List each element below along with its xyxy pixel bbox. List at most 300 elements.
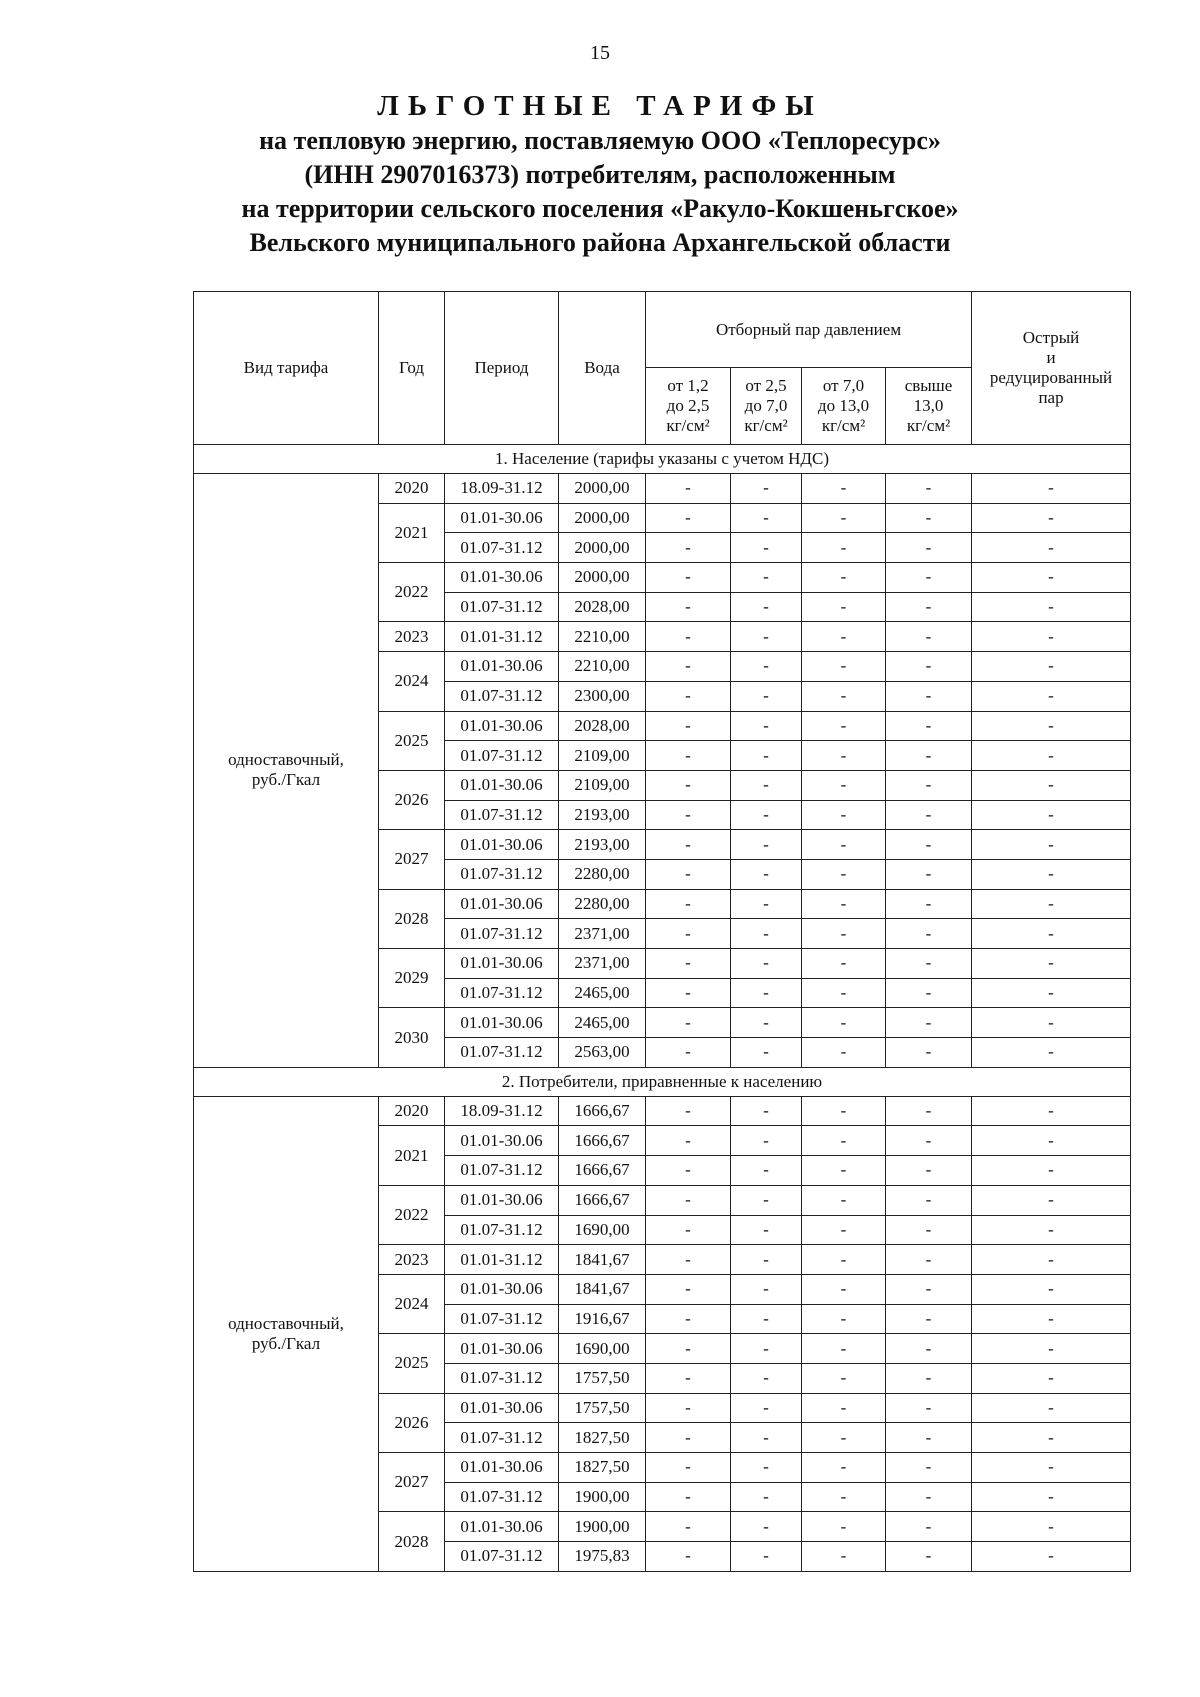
empty-value-cell: - xyxy=(731,1156,802,1186)
period-cell: 01.07-31.12 xyxy=(445,800,559,830)
empty-value-cell: - xyxy=(802,770,886,800)
empty-value-cell: - xyxy=(646,859,731,889)
water-cell: 2371,00 xyxy=(559,919,646,949)
period-cell: 01.07-31.12 xyxy=(445,681,559,711)
tariff-table xyxy=(193,291,1131,1572)
empty-value-cell: - xyxy=(731,800,802,830)
empty-value-cell: - xyxy=(646,1512,731,1542)
period-cell: 01.07-31.12 xyxy=(445,1482,559,1512)
empty-value-cell: - xyxy=(731,1038,802,1068)
empty-value-cell: - xyxy=(802,1245,886,1275)
period-cell: 01.01-30.06 xyxy=(445,770,559,800)
year-cell: 2026 xyxy=(379,770,445,829)
empty-value-cell: - xyxy=(802,533,886,563)
empty-value-cell: - xyxy=(802,889,886,919)
empty-value-cell: - xyxy=(886,1423,972,1453)
empty-value-cell: - xyxy=(646,1363,731,1393)
empty-value-cell: - xyxy=(802,800,886,830)
empty-value-cell: - xyxy=(646,474,731,504)
empty-value-cell: - xyxy=(731,770,802,800)
document-title xyxy=(0,88,1200,260)
title-line: на территории сельского поселения «Ракуло-Кокшеньгское» xyxy=(241,194,959,223)
water-cell: 2465,00 xyxy=(559,978,646,1008)
empty-value-cell: - xyxy=(731,1215,802,1245)
empty-value-cell: - xyxy=(646,533,731,563)
period-cell: 01.07-31.12 xyxy=(445,859,559,889)
water-cell: 1916,67 xyxy=(559,1304,646,1334)
empty-value-cell: - xyxy=(731,1512,802,1542)
header-steam-range: от 1,2 до 2,5 кг/см² xyxy=(646,368,731,445)
header-steam-range: от 2,5 до 7,0 кг/см² xyxy=(731,368,802,445)
year-cell: 2021 xyxy=(379,503,445,562)
header-year: Год xyxy=(379,292,445,445)
year-cell: 2023 xyxy=(379,622,445,652)
empty-value-cell: - xyxy=(972,1393,1131,1423)
empty-value-cell: - xyxy=(886,1482,972,1512)
empty-value-cell: - xyxy=(802,1512,886,1542)
year-cell: 2027 xyxy=(379,1453,445,1512)
period-cell: 01.01-30.06 xyxy=(445,1512,559,1542)
empty-value-cell: - xyxy=(646,1393,731,1423)
period-cell: 01.01-30.06 xyxy=(445,1185,559,1215)
year-cell: 2024 xyxy=(379,1274,445,1333)
empty-value-cell: - xyxy=(731,1096,802,1126)
empty-value-cell: - xyxy=(972,770,1131,800)
tariff-kind-line: руб./Гкал xyxy=(251,770,321,790)
empty-value-cell: - xyxy=(731,592,802,622)
empty-value-cell: - xyxy=(646,770,731,800)
period-cell: 01.01-30.06 xyxy=(445,1274,559,1304)
period-cell: 01.07-31.12 xyxy=(445,1215,559,1245)
empty-value-cell: - xyxy=(731,1423,802,1453)
empty-value-cell: - xyxy=(886,770,972,800)
tariff-kind-cell xyxy=(194,474,379,1068)
page-number: 15 xyxy=(590,42,610,64)
empty-value-cell: - xyxy=(886,1156,972,1186)
water-cell: 2109,00 xyxy=(559,770,646,800)
empty-value-cell: - xyxy=(972,949,1131,979)
empty-value-cell: - xyxy=(646,741,731,771)
empty-value-cell: - xyxy=(886,741,972,771)
year-cell: 2022 xyxy=(379,563,445,622)
empty-value-cell: - xyxy=(646,1453,731,1483)
empty-value-cell: - xyxy=(802,681,886,711)
tariff-kind-line: одноставочный, xyxy=(228,1313,344,1333)
empty-value-cell: - xyxy=(731,859,802,889)
year-cell: 2028 xyxy=(379,889,445,948)
period-cell: 01.07-31.12 xyxy=(445,1363,559,1393)
water-cell: 1900,00 xyxy=(559,1512,646,1542)
empty-value-cell: - xyxy=(972,1096,1131,1126)
empty-value-cell: - xyxy=(972,1156,1131,1186)
empty-value-cell: - xyxy=(731,919,802,949)
water-cell: 1690,00 xyxy=(559,1215,646,1245)
period-cell: 01.07-31.12 xyxy=(445,978,559,1008)
empty-value-cell: - xyxy=(886,681,972,711)
empty-value-cell: - xyxy=(972,1334,1131,1364)
empty-value-cell: - xyxy=(802,652,886,682)
empty-value-cell: - xyxy=(972,1126,1131,1156)
empty-value-cell: - xyxy=(731,563,802,593)
water-cell: 1757,50 xyxy=(559,1363,646,1393)
empty-value-cell: - xyxy=(886,1512,972,1542)
period-cell: 01.01-30.06 xyxy=(445,1393,559,1423)
empty-value-cell: - xyxy=(886,1245,972,1275)
empty-value-cell: - xyxy=(731,741,802,771)
header-steam-range: от 7,0 до 13,0 кг/см² xyxy=(802,368,886,445)
empty-value-cell: - xyxy=(802,1096,886,1126)
empty-value-cell: - xyxy=(646,1334,731,1364)
empty-value-cell: - xyxy=(646,652,731,682)
empty-value-cell: - xyxy=(731,978,802,1008)
header-steam-range: свыше 13,0 кг/см² xyxy=(886,368,972,445)
empty-value-cell: - xyxy=(646,563,731,593)
empty-value-cell: - xyxy=(972,1274,1131,1304)
water-cell: 2193,00 xyxy=(559,800,646,830)
empty-value-cell: - xyxy=(802,1156,886,1186)
year-cell: 2027 xyxy=(379,830,445,889)
empty-value-cell: - xyxy=(886,592,972,622)
empty-value-cell: - xyxy=(731,889,802,919)
water-cell: 2371,00 xyxy=(559,949,646,979)
empty-value-cell: - xyxy=(972,533,1131,563)
water-cell: 1690,00 xyxy=(559,1334,646,1364)
empty-value-cell: - xyxy=(886,859,972,889)
period-cell: 01.01-30.06 xyxy=(445,503,559,533)
empty-value-cell: - xyxy=(886,830,972,860)
empty-value-cell: - xyxy=(972,1215,1131,1245)
empty-value-cell: - xyxy=(972,681,1131,711)
water-cell: 1841,67 xyxy=(559,1245,646,1275)
header-water: Вода xyxy=(559,292,646,445)
empty-value-cell: - xyxy=(802,1126,886,1156)
empty-value-cell: - xyxy=(972,1453,1131,1483)
empty-value-cell: - xyxy=(731,1126,802,1156)
period-cell: 01.07-31.12 xyxy=(445,533,559,563)
empty-value-cell: - xyxy=(802,1393,886,1423)
empty-value-cell: - xyxy=(972,1363,1131,1393)
empty-value-cell: - xyxy=(802,1038,886,1068)
empty-value-cell: - xyxy=(886,1096,972,1126)
empty-value-cell: - xyxy=(972,1185,1131,1215)
empty-value-cell: - xyxy=(646,1185,731,1215)
empty-value-cell: - xyxy=(972,919,1131,949)
period-cell: 01.01-30.06 xyxy=(445,949,559,979)
empty-value-cell: - xyxy=(802,1274,886,1304)
water-cell: 2000,00 xyxy=(559,563,646,593)
empty-value-cell: - xyxy=(802,1185,886,1215)
year-cell: 2030 xyxy=(379,1008,445,1067)
empty-value-cell: - xyxy=(731,1482,802,1512)
header-selected-steam: Отборный пар давлением xyxy=(646,292,972,368)
empty-value-cell: - xyxy=(802,978,886,1008)
empty-value-cell: - xyxy=(972,503,1131,533)
empty-value-cell: - xyxy=(646,711,731,741)
water-cell: 2000,00 xyxy=(559,474,646,504)
tariff-kind-line: одноставочный, xyxy=(228,750,344,770)
tariff-kind-line: руб./Гкал xyxy=(251,1333,321,1353)
empty-value-cell: - xyxy=(972,1423,1131,1453)
water-cell: 2300,00 xyxy=(559,681,646,711)
empty-value-cell: - xyxy=(731,1453,802,1483)
empty-value-cell: - xyxy=(646,1096,731,1126)
empty-value-cell: - xyxy=(646,1245,731,1275)
period-cell: 01.01-30.06 xyxy=(445,563,559,593)
empty-value-cell: - xyxy=(802,711,886,741)
empty-value-cell: - xyxy=(972,652,1131,682)
empty-value-cell: - xyxy=(886,563,972,593)
period-cell: 01.01-30.06 xyxy=(445,1008,559,1038)
empty-value-cell: - xyxy=(802,474,886,504)
header-period: Период xyxy=(445,292,559,445)
period-cell: 01.01-30.06 xyxy=(445,830,559,860)
empty-value-cell: - xyxy=(802,1008,886,1038)
header-sharp-steam: Острый и редуцированный пар xyxy=(972,292,1131,445)
empty-value-cell: - xyxy=(646,978,731,1008)
empty-value-cell: - xyxy=(646,503,731,533)
header-kind: Вид тарифа xyxy=(194,292,379,445)
empty-value-cell: - xyxy=(731,533,802,563)
empty-value-cell: - xyxy=(802,592,886,622)
empty-value-cell: - xyxy=(731,1245,802,1275)
title-line: Вельского муниципального района Архангельской области xyxy=(249,228,951,257)
empty-value-cell: - xyxy=(731,652,802,682)
empty-value-cell: - xyxy=(646,592,731,622)
water-cell: 1900,00 xyxy=(559,1482,646,1512)
empty-value-cell: - xyxy=(802,1453,886,1483)
empty-value-cell: - xyxy=(886,1453,972,1483)
year-cell: 2023 xyxy=(379,1245,445,1275)
empty-value-cell: - xyxy=(646,1126,731,1156)
empty-value-cell: - xyxy=(972,1038,1131,1068)
period-cell: 01.01-30.06 xyxy=(445,1453,559,1483)
empty-value-cell: - xyxy=(802,919,886,949)
empty-value-cell: - xyxy=(972,1512,1131,1542)
period-cell: 01.01-31.12 xyxy=(445,1245,559,1275)
empty-value-cell: - xyxy=(886,919,972,949)
empty-value-cell: - xyxy=(731,681,802,711)
empty-value-cell: - xyxy=(731,1363,802,1393)
empty-value-cell: - xyxy=(731,1185,802,1215)
empty-value-cell: - xyxy=(646,1304,731,1334)
year-cell: 2020 xyxy=(379,1096,445,1126)
empty-value-cell: - xyxy=(731,1334,802,1364)
water-cell: 2193,00 xyxy=(559,830,646,860)
empty-value-cell: - xyxy=(802,1304,886,1334)
empty-value-cell: - xyxy=(886,533,972,563)
period-cell: 01.07-31.12 xyxy=(445,1542,559,1572)
period-cell: 01.07-31.12 xyxy=(445,1156,559,1186)
water-cell: 1827,50 xyxy=(559,1423,646,1453)
tariff-kind-cell xyxy=(194,1096,379,1571)
empty-value-cell: - xyxy=(646,919,731,949)
table-row xyxy=(194,474,1131,504)
water-cell: 2028,00 xyxy=(559,592,646,622)
empty-value-cell: - xyxy=(886,1393,972,1423)
empty-value-cell: - xyxy=(886,652,972,682)
empty-value-cell: - xyxy=(646,1156,731,1186)
empty-value-cell: - xyxy=(646,1215,731,1245)
section-title: 1. Население (тарифы указаны с учетом НДС) xyxy=(194,445,1131,474)
period-cell: 18.09-31.12 xyxy=(445,1096,559,1126)
empty-value-cell: - xyxy=(886,889,972,919)
empty-value-cell: - xyxy=(731,474,802,504)
water-cell: 2280,00 xyxy=(559,889,646,919)
empty-value-cell: - xyxy=(886,800,972,830)
water-cell: 1841,67 xyxy=(559,1274,646,1304)
empty-value-cell: - xyxy=(972,800,1131,830)
empty-value-cell: - xyxy=(802,859,886,889)
empty-value-cell: - xyxy=(972,1542,1131,1572)
empty-value-cell: - xyxy=(972,830,1131,860)
empty-value-cell: - xyxy=(886,1185,972,1215)
empty-value-cell: - xyxy=(731,711,802,741)
water-cell: 2000,00 xyxy=(559,503,646,533)
empty-value-cell: - xyxy=(802,830,886,860)
title-main: ЛЬГОТНЫЕ ТАРИФЫ xyxy=(377,90,823,122)
empty-value-cell: - xyxy=(886,1363,972,1393)
empty-value-cell: - xyxy=(731,1542,802,1572)
empty-value-cell: - xyxy=(886,978,972,1008)
empty-value-cell: - xyxy=(802,1423,886,1453)
empty-value-cell: - xyxy=(646,1008,731,1038)
year-cell: 2020 xyxy=(379,474,445,504)
section-title: 2. Потребители, приравненные к населению xyxy=(194,1067,1131,1096)
period-cell: 01.01-31.12 xyxy=(445,622,559,652)
empty-value-cell: - xyxy=(886,1334,972,1364)
empty-value-cell: - xyxy=(886,1008,972,1038)
water-cell: 1757,50 xyxy=(559,1393,646,1423)
empty-value-cell: - xyxy=(972,1304,1131,1334)
empty-value-cell: - xyxy=(731,1274,802,1304)
empty-value-cell: - xyxy=(646,1482,731,1512)
period-cell: 01.07-31.12 xyxy=(445,1038,559,1068)
period-cell: 01.07-31.12 xyxy=(445,919,559,949)
empty-value-cell: - xyxy=(972,978,1131,1008)
period-cell: 01.01-30.06 xyxy=(445,1126,559,1156)
empty-value-cell: - xyxy=(802,1215,886,1245)
water-cell: 2210,00 xyxy=(559,622,646,652)
title-line: на тепловую энергию, поставляемую ООО «Теплоресурс» xyxy=(259,126,941,155)
year-cell: 2028 xyxy=(379,1512,445,1571)
empty-value-cell: - xyxy=(972,592,1131,622)
empty-value-cell: - xyxy=(886,1542,972,1572)
year-cell: 2021 xyxy=(379,1126,445,1185)
water-cell: 1666,67 xyxy=(559,1096,646,1126)
empty-value-cell: - xyxy=(731,1304,802,1334)
empty-value-cell: - xyxy=(972,1482,1131,1512)
empty-value-cell: - xyxy=(802,563,886,593)
empty-value-cell: - xyxy=(886,1274,972,1304)
empty-value-cell: - xyxy=(972,563,1131,593)
empty-value-cell: - xyxy=(802,949,886,979)
empty-value-cell: - xyxy=(886,1038,972,1068)
empty-value-cell: - xyxy=(646,1038,731,1068)
period-cell: 01.01-30.06 xyxy=(445,711,559,741)
empty-value-cell: - xyxy=(972,1008,1131,1038)
water-cell: 2563,00 xyxy=(559,1038,646,1068)
empty-value-cell: - xyxy=(731,503,802,533)
section-row xyxy=(194,1067,1131,1096)
water-cell: 1827,50 xyxy=(559,1453,646,1483)
empty-value-cell: - xyxy=(646,949,731,979)
period-cell: 01.07-31.12 xyxy=(445,741,559,771)
water-cell: 1975,83 xyxy=(559,1542,646,1572)
empty-value-cell: - xyxy=(972,622,1131,652)
empty-value-cell: - xyxy=(731,830,802,860)
empty-value-cell: - xyxy=(646,1542,731,1572)
empty-value-cell: - xyxy=(646,830,731,860)
period-cell: 01.07-31.12 xyxy=(445,1304,559,1334)
empty-value-cell: - xyxy=(972,711,1131,741)
empty-value-cell: - xyxy=(886,1126,972,1156)
empty-value-cell: - xyxy=(886,949,972,979)
empty-value-cell: - xyxy=(802,1542,886,1572)
period-cell: 01.01-30.06 xyxy=(445,652,559,682)
water-cell: 1666,67 xyxy=(559,1126,646,1156)
empty-value-cell: - xyxy=(886,1215,972,1245)
empty-value-cell: - xyxy=(802,1334,886,1364)
empty-value-cell: - xyxy=(646,889,731,919)
empty-value-cell: - xyxy=(802,503,886,533)
water-cell: 1666,67 xyxy=(559,1156,646,1186)
title-line: (ИНН 2907016373) потребителям, расположенным xyxy=(304,160,896,189)
empty-value-cell: - xyxy=(731,949,802,979)
water-cell: 2465,00 xyxy=(559,1008,646,1038)
empty-value-cell: - xyxy=(646,622,731,652)
empty-value-cell: - xyxy=(886,711,972,741)
empty-value-cell: - xyxy=(972,474,1131,504)
empty-value-cell: - xyxy=(646,1274,731,1304)
empty-value-cell: - xyxy=(972,889,1131,919)
empty-value-cell: - xyxy=(802,622,886,652)
period-cell: 18.09-31.12 xyxy=(445,474,559,504)
period-cell: 01.01-30.06 xyxy=(445,1334,559,1364)
water-cell: 2280,00 xyxy=(559,859,646,889)
empty-value-cell: - xyxy=(972,741,1131,771)
year-cell: 2029 xyxy=(379,949,445,1008)
year-cell: 2025 xyxy=(379,1334,445,1393)
empty-value-cell: - xyxy=(646,800,731,830)
period-cell: 01.07-31.12 xyxy=(445,1423,559,1453)
year-cell: 2022 xyxy=(379,1185,445,1244)
water-cell: 1666,67 xyxy=(559,1185,646,1215)
year-cell: 2026 xyxy=(379,1393,445,1452)
empty-value-cell: - xyxy=(886,622,972,652)
section-row xyxy=(194,445,1131,474)
empty-value-cell: - xyxy=(731,1393,802,1423)
empty-value-cell: - xyxy=(646,681,731,711)
empty-value-cell: - xyxy=(646,1423,731,1453)
empty-value-cell: - xyxy=(802,1363,886,1393)
empty-value-cell: - xyxy=(886,474,972,504)
empty-value-cell: - xyxy=(802,1482,886,1512)
empty-value-cell: - xyxy=(886,503,972,533)
table-row xyxy=(194,1096,1131,1126)
empty-value-cell: - xyxy=(731,1008,802,1038)
water-cell: 2000,00 xyxy=(559,533,646,563)
water-cell: 2028,00 xyxy=(559,711,646,741)
period-cell: 01.07-31.12 xyxy=(445,592,559,622)
empty-value-cell: - xyxy=(972,1245,1131,1275)
empty-value-cell: - xyxy=(802,741,886,771)
water-cell: 2109,00 xyxy=(559,741,646,771)
empty-value-cell: - xyxy=(886,1304,972,1334)
empty-value-cell: - xyxy=(731,622,802,652)
year-cell: 2024 xyxy=(379,652,445,711)
water-cell: 2210,00 xyxy=(559,652,646,682)
period-cell: 01.01-30.06 xyxy=(445,889,559,919)
